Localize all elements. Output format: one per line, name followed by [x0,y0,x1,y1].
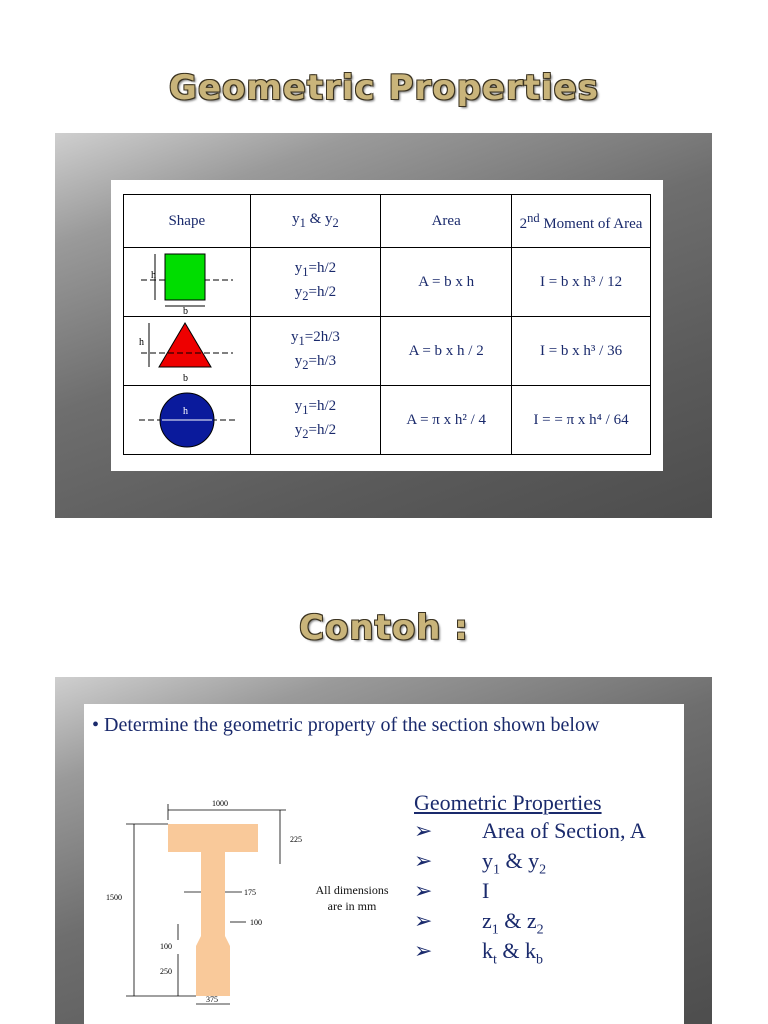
dim-bottom: 250 [160,967,172,976]
properties-card [111,180,663,471]
dim-b: b [182,306,188,314]
triangle-shape [159,323,211,367]
dim-b: b [182,373,188,383]
y-values: $y_1=2h/3$ $y_2=h/3$ [250,317,381,386]
moment-value: I = b x h³ / 12 [512,248,651,317]
example-card: • Determine the geometric property of the section shown below 1000 225 1500 175 100 100 250 375 All dimensions are in mm Geometric Properties ➢ Area of Section, A ➢ $y_1$ & $y_2$ ➢ I ➢ $z_1$ & $z_2$ ➢ $k_t$ & $k_b$ [84,704,684,1024]
dim-web: 175 [244,888,256,897]
dim-h: h [182,406,188,417]
dim-top-width: 1000 [212,799,228,808]
arrow-bullet-icon: ➢ [414,818,433,843]
t-section-shape [168,824,258,996]
arrow-bullet-icon: ➢ [414,938,433,963]
shape-circle [124,386,251,455]
y-values: $y_1=h/2$ $y_2=h/2$ [250,386,381,455]
header-area: Area [381,195,512,248]
dim-h: h [150,270,156,281]
dim-height: 1500 [106,893,122,902]
t-section-figure [104,774,324,1014]
dim-bottom-width: 375 [206,995,218,1004]
slide-title-contoh: Contoh : [299,608,469,648]
moment-value: I = b x h³ / 36 [512,317,651,386]
dim-h: h [138,337,144,348]
table-header-row [124,195,651,248]
arrow-bullet-icon: ➢ [414,908,433,933]
dim-taper: 100 [160,942,172,951]
arrow-bullet-icon: ➢ [414,848,433,873]
area-value: A = π x h² / 4 [381,386,512,455]
shape-rectangle [124,248,251,317]
area-value: A = b x h / 2 [381,317,512,386]
table-row [124,386,651,455]
table-row [124,248,651,317]
properties-table [123,194,651,455]
table-row [124,317,651,386]
arrow-bullet-icon: ➢ [414,878,433,903]
shape-triangle [124,317,251,386]
moment-value: I = = π x h⁴ / 64 [512,386,651,455]
slide-title-geometric-properties: Geometric Properties [169,68,599,108]
header-shape: Shape [124,195,251,248]
dim-flange: 225 [290,835,302,844]
y-values: $y_1=h/2$ $y_2=h/2$ [250,248,381,317]
slide-panel-1 [55,133,712,518]
slide-panel-2 [55,677,712,1024]
bullet-text: • Determine the geometric property of the section shown below [92,714,600,736]
dim-web2: 100 [250,918,262,927]
dimension-note: All dimensions are in mm [315,883,389,913]
rectangle-shape [165,254,205,300]
header-y: $y_1$ & $y_2$ [250,195,381,248]
header-moment: 2nd Moment of Area [512,195,651,248]
area-value: A = b x h [381,248,512,317]
geometric-properties-title: Geometric Properties [414,790,602,815]
